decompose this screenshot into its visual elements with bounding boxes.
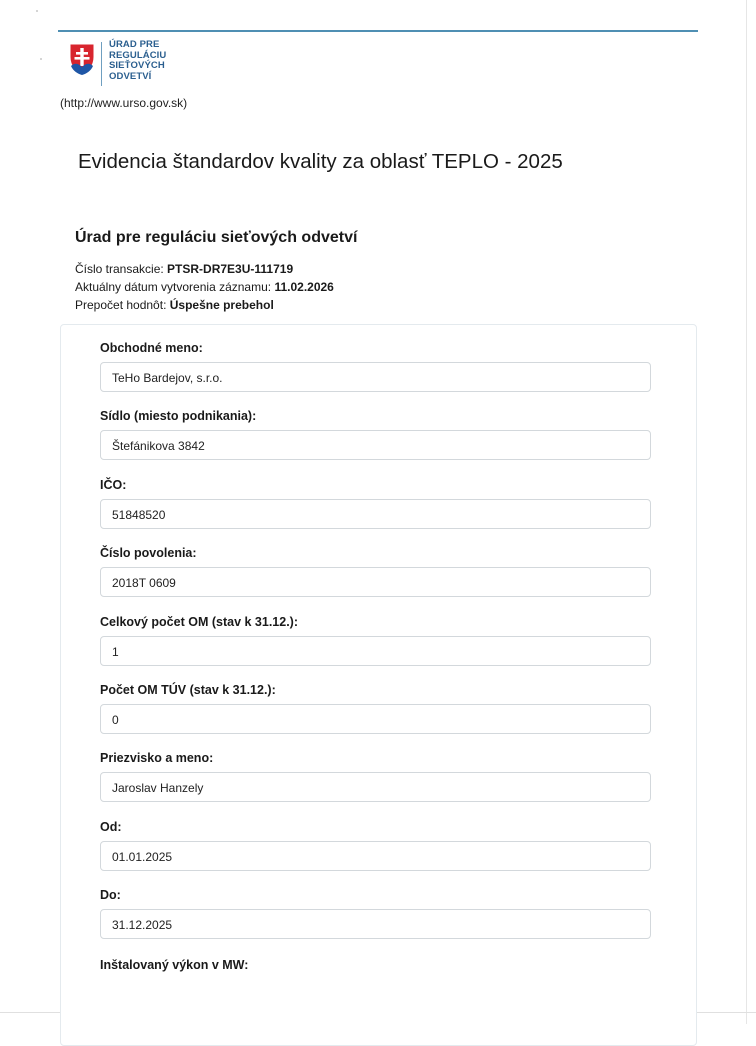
total-om-label: Celkový počet OM (stav k 31.12.): (100, 615, 298, 629)
logo-line: ÚRAD PRE (109, 39, 160, 50)
tuv-om-label: Počet OM TÚV (stav k 31.12.): (100, 683, 276, 697)
permit-number-field[interactable] (100, 567, 651, 597)
date-from-value: 01.01.2025 (112, 850, 173, 864)
address-label: Sídlo (miesto podnikania): (100, 409, 257, 423)
installed-power-label: Inštalovaný výkon v MW: (100, 958, 249, 972)
page-title: Evidencia štandardov kvality za oblasť TEPLO - 2025 (78, 150, 563, 173)
business-name-label: Obchodné meno: (100, 341, 203, 355)
slovak-coat-of-arms-icon (68, 42, 96, 76)
transaction-number (75, 262, 293, 276)
business-name-value: TeHo Bardejov, s.r.o. (112, 371, 223, 385)
logo-line: ODVETVÍ (109, 70, 152, 82)
logo-line: REGULÁCIU (109, 49, 167, 61)
date-to-label: Do: (100, 888, 121, 902)
urso-logo (68, 40, 208, 90)
record-date (75, 280, 334, 294)
ico-field[interactable] (100, 499, 651, 529)
date-to-value: 31.12.2025 (112, 918, 173, 932)
logo-line: SIEŤOVÝCH (109, 60, 165, 71)
ico-label: IČO: (100, 478, 127, 492)
tuv-om-value: 0 (112, 713, 119, 727)
total-om-value: 1 (112, 645, 119, 659)
site-url: (http://www.urso.gov.sk) (60, 96, 188, 110)
header-rule (58, 30, 698, 32)
logo-separator (101, 42, 102, 86)
record-date-label: Aktuálny dátum vytvorenia záznamu: (75, 280, 272, 294)
recalculation-value: Úspešne prebehol (169, 298, 274, 312)
date-from-field[interactable] (100, 841, 651, 871)
record-date-value: 11.02.2026 (274, 280, 334, 294)
transaction-label: Číslo transakcie: (75, 262, 164, 276)
ico-value: 51848520 (112, 508, 166, 522)
total-om-field[interactable] (100, 636, 651, 666)
organization-name: Úrad pre reguláciu sieťových odvetví (75, 229, 358, 246)
logo-wordmark (109, 40, 166, 82)
person-name-value: Jaroslav Hanzely (112, 781, 204, 795)
recalculation-status (75, 298, 274, 312)
tuv-om-field[interactable] (100, 704, 651, 734)
address-value: Štefánikova 3842 (112, 439, 205, 453)
person-name-field[interactable] (100, 772, 651, 802)
scan-speck (36, 10, 38, 12)
recalculation-label: Prepočet hodnôt: (75, 298, 167, 312)
date-to-field[interactable] (100, 909, 651, 939)
scan-speck (40, 58, 42, 60)
business-name-field[interactable] (100, 362, 651, 392)
page-edge-right (746, 0, 747, 1024)
person-name-label: Priezvisko a meno: (100, 751, 214, 765)
transaction-value: PTSR-DR7E3U-111719 (167, 262, 294, 276)
date-from-label: Od: (100, 820, 122, 834)
address-field[interactable] (100, 430, 651, 460)
permit-number-value: 2018T 0609 (112, 576, 176, 590)
permit-number-label: Číslo povolenia: (100, 546, 197, 560)
